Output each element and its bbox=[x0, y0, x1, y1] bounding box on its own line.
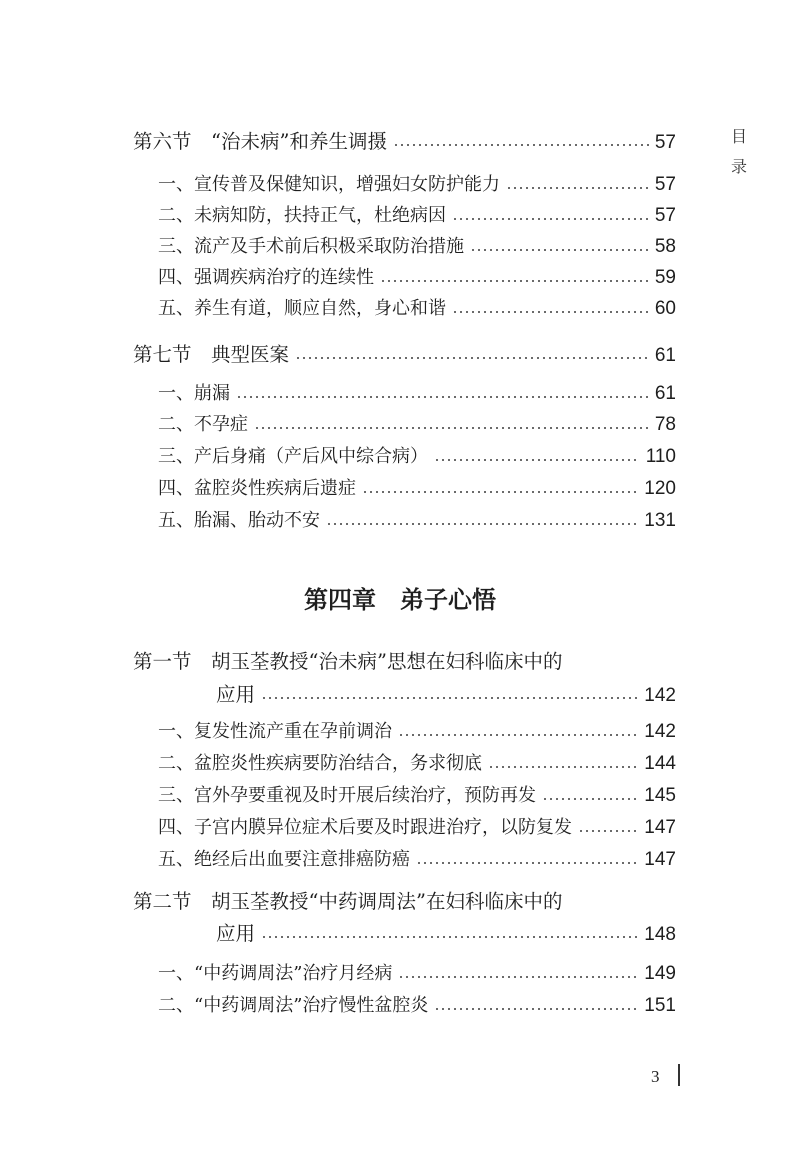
toc-entry[interactable] bbox=[158, 991, 676, 1017]
dot-leader bbox=[452, 311, 649, 313]
chapter-title: 第四章 弟子心悟 bbox=[304, 585, 496, 614]
toc-entry[interactable] bbox=[133, 126, 676, 154]
toc-entry-label: 应用 bbox=[216, 683, 256, 706]
toc-entry-label: 五、绝经后出血要注意排癌防癌 bbox=[158, 849, 410, 870]
toc-entry[interactable] bbox=[158, 717, 676, 743]
toc-entry[interactable] bbox=[158, 813, 676, 839]
toc-page-number: 78 bbox=[654, 414, 676, 435]
dot-leader bbox=[295, 357, 649, 359]
dot-leader bbox=[261, 697, 638, 699]
toc-page-number: 142 bbox=[644, 721, 676, 742]
toc-entry[interactable] bbox=[158, 749, 676, 775]
folio-divider bbox=[678, 1064, 680, 1086]
toc-page-number: 151 bbox=[644, 995, 676, 1016]
toc-entry-label: 二、不孕症 bbox=[158, 414, 248, 435]
dot-leader bbox=[362, 491, 638, 493]
toc-entry-label: 五、养生有道，顺应自然，身心和谐 bbox=[158, 298, 446, 319]
dot-leader bbox=[380, 280, 649, 282]
toc-entry-label: 第七节 典型医案 bbox=[133, 343, 290, 366]
dot-leader bbox=[398, 734, 638, 736]
toc-entry[interactable] bbox=[158, 845, 676, 871]
side-label-char: 录 bbox=[730, 157, 747, 176]
toc-entry[interactable] bbox=[158, 263, 676, 289]
toc-entry-label: 四、子宫内膜异位症术后要及时跟进治疗，以防复发 bbox=[158, 817, 572, 838]
dot-leader bbox=[542, 798, 638, 800]
toc-entry-label: 第二节 胡玉荃教授“中药调周法”在妇科临床中的 bbox=[133, 890, 563, 913]
toc-section-heading[interactable] bbox=[133, 646, 676, 674]
toc-page-number: 60 bbox=[654, 298, 676, 319]
toc-entry[interactable] bbox=[216, 918, 676, 946]
toc-entry-label: 第六节 “治未病”和养生调摄 bbox=[133, 130, 387, 153]
toc-entry[interactable] bbox=[158, 201, 676, 227]
toc-page-number: 147 bbox=[644, 817, 676, 838]
page-number: 3 bbox=[651, 1067, 660, 1086]
toc-entry[interactable] bbox=[158, 442, 676, 468]
toc-page-number: 58 bbox=[654, 236, 676, 257]
toc-page-number: 61 bbox=[654, 383, 676, 404]
toc-entry-label: 一、“中药调周法”治疗月经病 bbox=[158, 963, 393, 984]
toc-section-heading[interactable] bbox=[133, 886, 676, 914]
toc-entry-label: 第一节 胡玉荃教授“治未病”思想在妇科临床中的 bbox=[133, 650, 563, 673]
dot-leader bbox=[506, 187, 649, 189]
toc-page-number: 144 bbox=[644, 753, 676, 774]
dot-leader bbox=[452, 218, 649, 220]
dot-leader bbox=[236, 396, 649, 398]
dot-leader bbox=[434, 459, 640, 461]
dot-leader bbox=[434, 1008, 638, 1010]
toc-entry[interactable] bbox=[158, 959, 676, 985]
toc-entry[interactable] bbox=[158, 294, 676, 320]
dot-leader bbox=[578, 830, 638, 832]
toc-entry-label: 四、盆腔炎性疾病后遗症 bbox=[158, 478, 356, 499]
toc-entry-label: 三、宫外孕要重视及时开展后续治疗，预防再发 bbox=[158, 785, 536, 806]
toc-entry[interactable] bbox=[158, 781, 676, 807]
toc-page-number: 57 bbox=[654, 205, 676, 226]
toc-page-number: 131 bbox=[644, 510, 676, 531]
toc-entry-label: 四、强调疾病治疗的连续性 bbox=[158, 267, 374, 288]
toc-entry-label: 一、崩漏 bbox=[158, 383, 230, 404]
toc-entry-label: 二、未病知防，扶持正气，杜绝病因 bbox=[158, 205, 446, 226]
toc-entry-label: 三、流产及手术前后积极采取防治措施 bbox=[158, 236, 464, 257]
toc-entry[interactable] bbox=[158, 170, 676, 196]
dot-leader bbox=[416, 862, 638, 864]
toc-page-number: 145 bbox=[644, 785, 676, 806]
toc-entry-label: 五、胎漏、胎动不安 bbox=[158, 510, 320, 531]
toc-page-number: 110 bbox=[645, 446, 676, 467]
toc-page-number: 61 bbox=[654, 345, 676, 366]
toc-entry[interactable] bbox=[158, 379, 676, 405]
toc-entry[interactable] bbox=[216, 679, 676, 707]
toc-entry-label: 二、盆腔炎性疾病要防治结合，务求彻底 bbox=[158, 753, 482, 774]
side-label-char: 目 bbox=[730, 127, 747, 146]
dot-leader bbox=[393, 144, 649, 146]
toc-entry[interactable] bbox=[133, 339, 676, 367]
toc-entry-label: 一、复发性流产重在孕前调治 bbox=[158, 721, 392, 742]
toc-entry[interactable] bbox=[158, 410, 676, 436]
toc-entry-label: 三、产后身痛（产后风中综合病） bbox=[158, 446, 428, 467]
toc-page-number: 120 bbox=[644, 478, 676, 499]
toc-entry[interactable] bbox=[158, 506, 676, 532]
toc-entry-label: 应用 bbox=[216, 922, 256, 945]
toc-page-number: 57 bbox=[654, 174, 676, 195]
dot-leader bbox=[254, 427, 649, 429]
toc-page-number: 149 bbox=[644, 963, 676, 984]
dot-leader bbox=[470, 249, 649, 251]
toc-page-number: 142 bbox=[644, 685, 676, 706]
dot-leader bbox=[261, 936, 638, 938]
toc-page-number: 148 bbox=[644, 924, 676, 945]
toc-page-number: 57 bbox=[654, 132, 676, 153]
toc-page-number: 59 bbox=[654, 267, 676, 288]
toc-entry[interactable] bbox=[158, 232, 676, 258]
dot-leader bbox=[398, 976, 638, 978]
toc-entry-label: 二、“中药调周法”治疗慢性盆腔炎 bbox=[158, 995, 429, 1016]
toc-page-number: 147 bbox=[644, 849, 676, 870]
toc-entry-label: 一、宣传普及保健知识，增强妇女防护能力 bbox=[158, 174, 500, 195]
dot-leader bbox=[488, 766, 638, 768]
toc-entry[interactable] bbox=[158, 474, 676, 500]
dot-leader bbox=[326, 523, 638, 525]
section-side-label bbox=[729, 122, 749, 182]
